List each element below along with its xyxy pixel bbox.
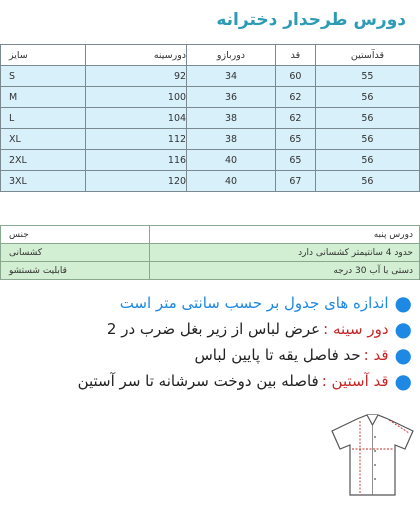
table-row (1, 262, 420, 280)
fabric-attr-value: حدود 4 سانتیمتر کشسانی دارد (150, 244, 420, 262)
fabric-head-row (1, 226, 420, 244)
cell-length: 65 (275, 150, 315, 171)
shirt-measurement-diagram-icon (325, 405, 420, 500)
cell-length: 67 (275, 171, 315, 192)
note-text: حد فاصل یقه تا پایین لباس (194, 346, 361, 364)
fabric-table (0, 225, 420, 280)
list-item (12, 342, 412, 368)
cell-size: XL (1, 129, 86, 150)
cell-sleeve: 56 (315, 171, 419, 192)
fabric-attr-value: دورس پنبه (150, 226, 420, 244)
fabric-attr-label: کشسانی (1, 244, 150, 262)
cell-sleeve: 56 (315, 150, 419, 171)
table-row (1, 87, 420, 108)
cell-arm: 34 (187, 66, 276, 87)
header-sleeve: قدآستین (315, 45, 419, 66)
cell-size: S (1, 66, 86, 87)
size-table-header-row (1, 45, 420, 66)
note-text: فاصله بین دوخت سرشانه تا سر آستین (77, 372, 319, 390)
table-row (1, 66, 420, 87)
table-row (1, 244, 420, 262)
cell-length: 62 (275, 108, 315, 129)
bullet-icon: ● (394, 291, 412, 315)
page-title: دورس طرحدار دخترانه (216, 10, 406, 30)
cell-size: 2XL (1, 150, 86, 171)
bullet-icon: ● (394, 343, 412, 367)
table-row (1, 129, 420, 150)
cell-length: 60 (275, 66, 315, 87)
fabric-attr-label: قابلیت شستشو (1, 262, 150, 280)
cell-size: 3XL (1, 171, 86, 192)
cell-size: L (1, 108, 86, 129)
cell-arm: 40 (187, 171, 276, 192)
list-item (12, 368, 412, 394)
cell-sleeve: 56 (315, 108, 419, 129)
table-row (1, 150, 420, 171)
header-size: سایز (1, 45, 86, 66)
measurement-notes (12, 290, 412, 394)
note-text: عرض لباس از زیر بغل ضرب در 2 (106, 320, 321, 338)
cell-arm: 36 (187, 87, 276, 108)
cell-chest: 116 (85, 150, 186, 171)
table-row (1, 171, 420, 192)
note-key: قد آستین : (321, 372, 389, 390)
bullet-icon: ● (394, 317, 412, 341)
cell-length: 62 (275, 87, 315, 108)
header-length: قد (275, 45, 315, 66)
note-text: اندازه های جدول بر حسب سانتی متر است (119, 294, 389, 312)
size-table (0, 44, 420, 192)
table-row (1, 108, 420, 129)
cell-chest: 112 (85, 129, 186, 150)
note-key: قد : (363, 346, 389, 364)
cell-sleeve: 55 (315, 66, 419, 87)
cell-arm: 40 (187, 150, 276, 171)
bullet-icon: ● (394, 369, 412, 393)
cell-chest: 92 (85, 66, 186, 87)
list-item (12, 316, 412, 342)
fabric-attr-value: دستی با آب 30 درجه (150, 262, 420, 280)
cell-chest: 104 (85, 108, 186, 129)
cell-chest: 120 (85, 171, 186, 192)
cell-length: 65 (275, 129, 315, 150)
note-key: دور سینه : (323, 320, 389, 338)
list-item (12, 290, 412, 316)
header-chest: دورسینه (85, 45, 186, 66)
cell-chest: 100 (85, 87, 186, 108)
cell-arm: 38 (187, 129, 276, 150)
cell-arm: 38 (187, 108, 276, 129)
header-arm: دوربازو (187, 45, 276, 66)
fabric-attr-label: جنس (1, 226, 150, 244)
cell-size: M (1, 87, 86, 108)
cell-sleeve: 56 (315, 87, 419, 108)
cell-sleeve: 56 (315, 129, 419, 150)
